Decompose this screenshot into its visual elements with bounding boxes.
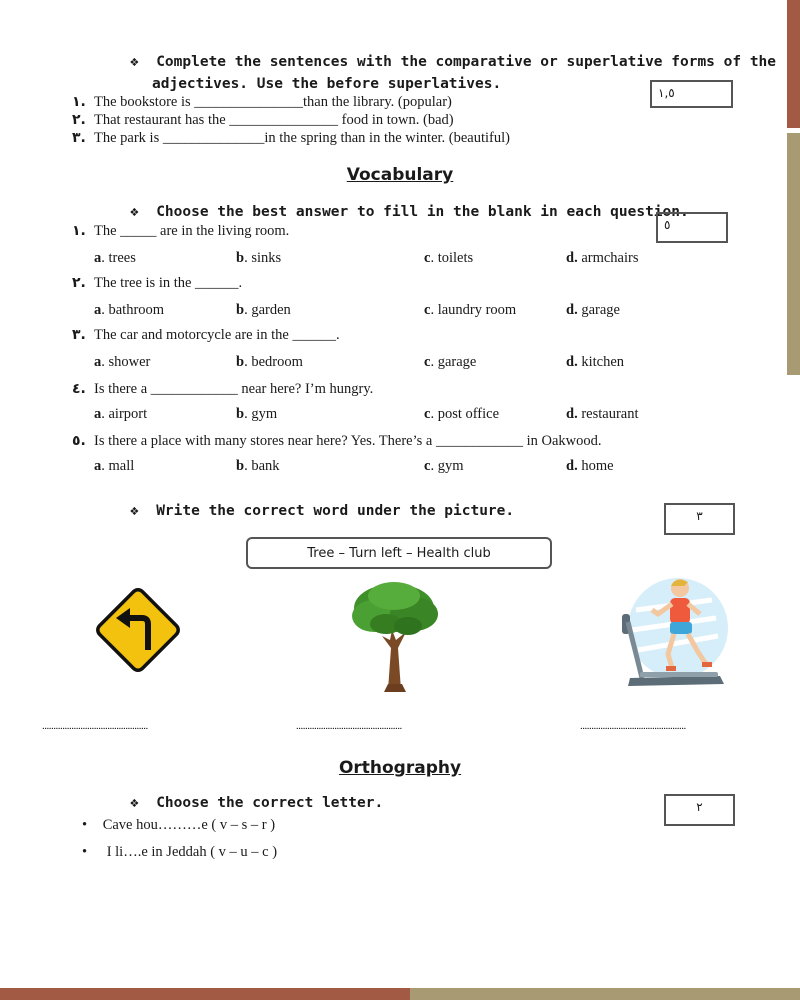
- tree-icon: [346, 578, 442, 696]
- option-letter: a: [94, 250, 102, 266]
- option-a[interactable]: [94, 406, 147, 423]
- sentence-item: [72, 112, 454, 129]
- option-text: restaurant: [577, 406, 639, 422]
- option-letter: b: [236, 302, 245, 318]
- option-text: garage: [577, 302, 620, 318]
- option-d[interactable]: [566, 354, 624, 371]
- option-a[interactable]: [94, 250, 136, 267]
- question-text: The tree is in the ______.: [94, 275, 243, 291]
- orthography-instruction: [130, 795, 383, 811]
- score-box: [650, 80, 733, 108]
- sentence-item: [72, 130, 510, 147]
- item-number: ٣.: [72, 130, 86, 146]
- option-a[interactable]: [94, 354, 150, 371]
- option-text: . toilets: [430, 250, 474, 266]
- option-text: . shower: [101, 354, 151, 370]
- option-text: kitchen: [577, 354, 625, 370]
- section1-instruction: [130, 54, 776, 70]
- question-text: Is there a ____________ near here? I’m hungry.: [94, 381, 374, 397]
- item-number: ١.: [72, 94, 86, 110]
- option-a[interactable]: [94, 458, 134, 475]
- option-text: . gym: [430, 458, 464, 474]
- option-letter: d.: [566, 250, 578, 266]
- option-text: . bathroom: [101, 302, 165, 318]
- option-letter: c: [424, 406, 431, 422]
- option-text: . garage: [430, 354, 477, 370]
- option-letter: b: [236, 354, 245, 370]
- question: [72, 275, 242, 292]
- word-bank-text: Tree – Turn left – Health club: [307, 545, 491, 561]
- option-letter: d.: [566, 458, 578, 474]
- option-letter: b: [236, 458, 245, 474]
- option-letter: c: [424, 354, 431, 370]
- option-text: home: [577, 458, 614, 474]
- diamond-bullet-icon: ❖: [130, 204, 139, 220]
- item-text: I li….e in Jeddah ( v – u – c ): [106, 844, 278, 860]
- vocabulary-heading: Vocabulary: [346, 165, 454, 185]
- question-number: ٥.: [72, 433, 86, 449]
- sentence-text: The bookstore is _______________than the library. (popular): [94, 94, 452, 110]
- question: [72, 223, 289, 240]
- option-c[interactable]: [424, 302, 516, 319]
- question-number: ١.: [72, 223, 86, 239]
- answer-line[interactable]: ...............................................: [42, 720, 148, 732]
- option-text: . gym: [244, 406, 278, 422]
- option-b[interactable]: [236, 406, 277, 423]
- answer-line[interactable]: ...............................................: [580, 720, 686, 732]
- question: [72, 433, 602, 450]
- bullet-icon: •: [82, 844, 88, 860]
- option-c[interactable]: [424, 250, 473, 267]
- option-letter: d.: [566, 354, 578, 370]
- word-bank: [246, 537, 552, 569]
- section1-instruction-line2: adjectives. Use the before superlatives.: [152, 76, 502, 92]
- orthography-heading: Orthography: [338, 758, 462, 778]
- option-b[interactable]: [236, 354, 303, 371]
- question: [72, 327, 340, 344]
- sentence-text: That restaurant has the _______________ food in town. (bad): [94, 112, 454, 128]
- score-value: ١,٥: [658, 86, 675, 100]
- sentence-item: [72, 94, 452, 111]
- pictures-instruction: [130, 503, 514, 519]
- score-value: ٢: [696, 800, 703, 814]
- option-letter: d.: [566, 302, 578, 318]
- option-d[interactable]: [566, 458, 614, 475]
- option-c[interactable]: [424, 458, 463, 475]
- score-box: [664, 503, 735, 535]
- instruction-text: Choose the correct letter.: [156, 795, 384, 811]
- answer-line[interactable]: ...............................................: [296, 720, 402, 732]
- diamond-bullet-icon: ❖: [130, 54, 139, 70]
- option-d[interactable]: [566, 250, 639, 267]
- option-text: . bank: [244, 458, 280, 474]
- item-number: ٢.: [72, 112, 86, 128]
- option-b[interactable]: [236, 302, 291, 319]
- question-number: ٣.: [72, 327, 86, 343]
- score-box: [664, 794, 735, 826]
- instruction-line1: Complete the sentences with the comparative or superlative forms of the: [156, 54, 777, 70]
- option-letter: c: [424, 302, 431, 318]
- vocabulary-instruction: [130, 204, 689, 220]
- option-letter: b: [236, 406, 245, 422]
- option-text: . sinks: [244, 250, 282, 266]
- bottom-bar-red: [0, 988, 410, 1000]
- option-a[interactable]: [94, 302, 164, 319]
- option-d[interactable]: [566, 406, 639, 423]
- option-b[interactable]: [236, 250, 281, 267]
- option-letter: d.: [566, 406, 578, 422]
- option-text: . airport: [101, 406, 148, 422]
- option-letter: a: [94, 354, 102, 370]
- side-bar-red: [787, 0, 800, 128]
- score-box: [656, 212, 728, 243]
- question: [72, 381, 373, 398]
- item-text: Cave hou………e ( v – s – r ): [102, 817, 276, 833]
- option-text: . bedroom: [244, 354, 303, 370]
- sentence-text: The park is ______________in the spring than in the winter. (beautiful): [94, 130, 510, 146]
- option-c[interactable]: [424, 354, 476, 371]
- bullet-icon: •: [82, 817, 88, 833]
- option-text: . post office: [430, 406, 500, 422]
- option-letter: a: [94, 458, 102, 474]
- option-letter: a: [94, 406, 102, 422]
- question-number: ٢.: [72, 275, 86, 291]
- option-text: armchairs: [577, 250, 639, 266]
- option-letter: c: [424, 458, 431, 474]
- option-letter: c: [424, 250, 431, 266]
- option-letter: a: [94, 302, 102, 318]
- option-b[interactable]: [236, 458, 280, 475]
- instruction-text: Choose the best answer to fill in the blank in each question.: [156, 204, 689, 220]
- question-text: Is there a place with many stores near here? Yes. There’s a ____________ in Oakwood.: [94, 433, 602, 449]
- instruction-text: Write the correct word under the picture.: [156, 503, 515, 519]
- orthography-item: [82, 844, 277, 861]
- bottom-bar-tan: [410, 988, 800, 1000]
- orthography-item: [82, 817, 275, 834]
- score-value: ٣: [696, 509, 703, 523]
- question-number: ٤.: [72, 381, 86, 397]
- diamond-bullet-icon: ❖: [130, 503, 139, 519]
- option-letter: b: [236, 250, 245, 266]
- option-text: . laundry room: [430, 302, 517, 318]
- option-text: . garden: [244, 302, 291, 318]
- score-value: ٥: [664, 218, 671, 232]
- option-text: . trees: [101, 250, 136, 266]
- treadmill-icon: [616, 570, 728, 690]
- diamond-bullet-icon: ❖: [130, 795, 139, 811]
- question-text: The car and motorcycle are in the ______.: [94, 327, 340, 343]
- option-d[interactable]: [566, 302, 620, 319]
- question-text: The _____ are in the living room.: [94, 223, 290, 239]
- turn-left-sign-icon: [92, 584, 184, 676]
- option-c[interactable]: [424, 406, 499, 423]
- option-text: . mall: [101, 458, 135, 474]
